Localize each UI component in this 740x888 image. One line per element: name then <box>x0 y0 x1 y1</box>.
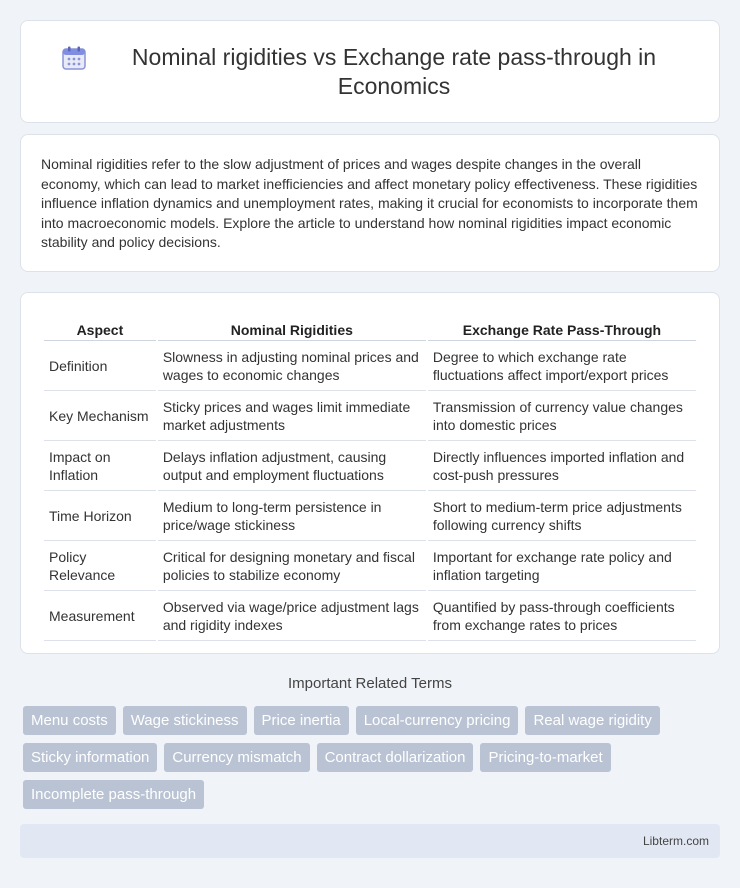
page-title: Nominal rigidities vs Exchange rate pass-through in Economics <box>131 43 657 99</box>
tag-local-currency-pricing[interactable]: Local-currency pricing <box>356 706 519 735</box>
intro-text: Nominal rigidities refer to the slow adjustment of prices and wages despite changes in the overall economy, which can lead to market inefficiencies and affect monetary policy effectiveness. These rigidities influence inflation dynamics and unemployment rates, making it crucial for economists to incorporate them into macroeconomic models. Explore the article to understand how nominal rigidities impact economic stability and policy decisions. <box>41 156 698 251</box>
tag-contract-dollarization[interactable]: Contract dollarization <box>317 743 474 772</box>
tag-sticky-information[interactable]: Sticky information <box>23 743 157 772</box>
related-terms-tags <box>23 706 723 809</box>
header-card <box>20 20 720 123</box>
tag-incomplete-pass-through[interactable]: Incomplete pass-through <box>23 780 204 809</box>
calendar-icon <box>61 45 87 71</box>
aspect-cell: Key Mechanism <box>44 391 156 441</box>
nominal-cell: Observed via wage/price adjustment lags and rigidity indexes <box>158 591 426 641</box>
comparison-table-card <box>20 292 720 654</box>
related-terms-title: Important Related Terms <box>288 675 452 692</box>
tag-pricing-to-market[interactable]: Pricing-to-market <box>480 743 610 772</box>
nominal-cell: Critical for designing monetary and fiscal policies to stabilize economy <box>158 541 426 591</box>
tag-real-wage-rigidity[interactable]: Real wage rigidity <box>525 706 659 735</box>
footer <box>20 824 720 858</box>
tag-price-inertia[interactable]: Price inertia <box>254 706 349 735</box>
aspect-cell: Measurement <box>44 591 156 641</box>
nominal-cell: Slowness in adjusting nominal prices and wages to economic changes <box>158 341 426 391</box>
pass-through-cell: Quantified by pass-through coefficients from exchange rates to prices <box>428 591 696 641</box>
intro-card <box>20 134 720 272</box>
pass-through-cell: Short to medium-term price adjustments following currency shifts <box>428 491 696 541</box>
aspect-cell: Definition <box>44 341 156 391</box>
tag-menu-costs[interactable]: Menu costs <box>23 706 116 735</box>
aspect-cell: Policy Relevance <box>44 541 156 591</box>
pass-through-cell: Degree to which exchange rate fluctuations affect import/export prices <box>428 341 696 391</box>
table-row <box>44 391 696 441</box>
table-row <box>44 491 696 541</box>
pass-through-cell: Transmission of currency value changes into domestic prices <box>428 391 696 441</box>
nominal-cell: Sticky prices and wages limit immediate market adjustments <box>158 391 426 441</box>
footer-site-link[interactable]: Libterm.com <box>642 834 709 848</box>
header-nominal-rigidities: Nominal Rigidities <box>158 315 426 341</box>
aspect-cell: Time Horizon <box>44 491 156 541</box>
table-row <box>44 541 696 591</box>
table-row <box>44 341 696 391</box>
header-exchange-rate-pass-through: Exchange Rate Pass-Through <box>428 315 696 341</box>
comparison-table <box>42 315 698 641</box>
aspect-cell: Impact on Inflation <box>44 441 156 491</box>
table-row <box>44 441 696 491</box>
nominal-cell: Medium to long-term persistence in price/wage stickiness <box>158 491 426 541</box>
pass-through-cell: Directly influences imported inflation and cost-push pressures <box>428 441 696 491</box>
tag-currency-mismatch[interactable]: Currency mismatch <box>164 743 309 772</box>
table-row <box>44 591 696 641</box>
nominal-cell: Delays inflation adjustment, causing output and employment fluctuations <box>158 441 426 491</box>
table-header-row <box>44 315 696 341</box>
header-aspect: Aspect <box>44 315 156 341</box>
tag-wage-stickiness[interactable]: Wage stickiness <box>123 706 247 735</box>
pass-through-cell: Important for exchange rate policy and inflation targeting <box>428 541 696 591</box>
